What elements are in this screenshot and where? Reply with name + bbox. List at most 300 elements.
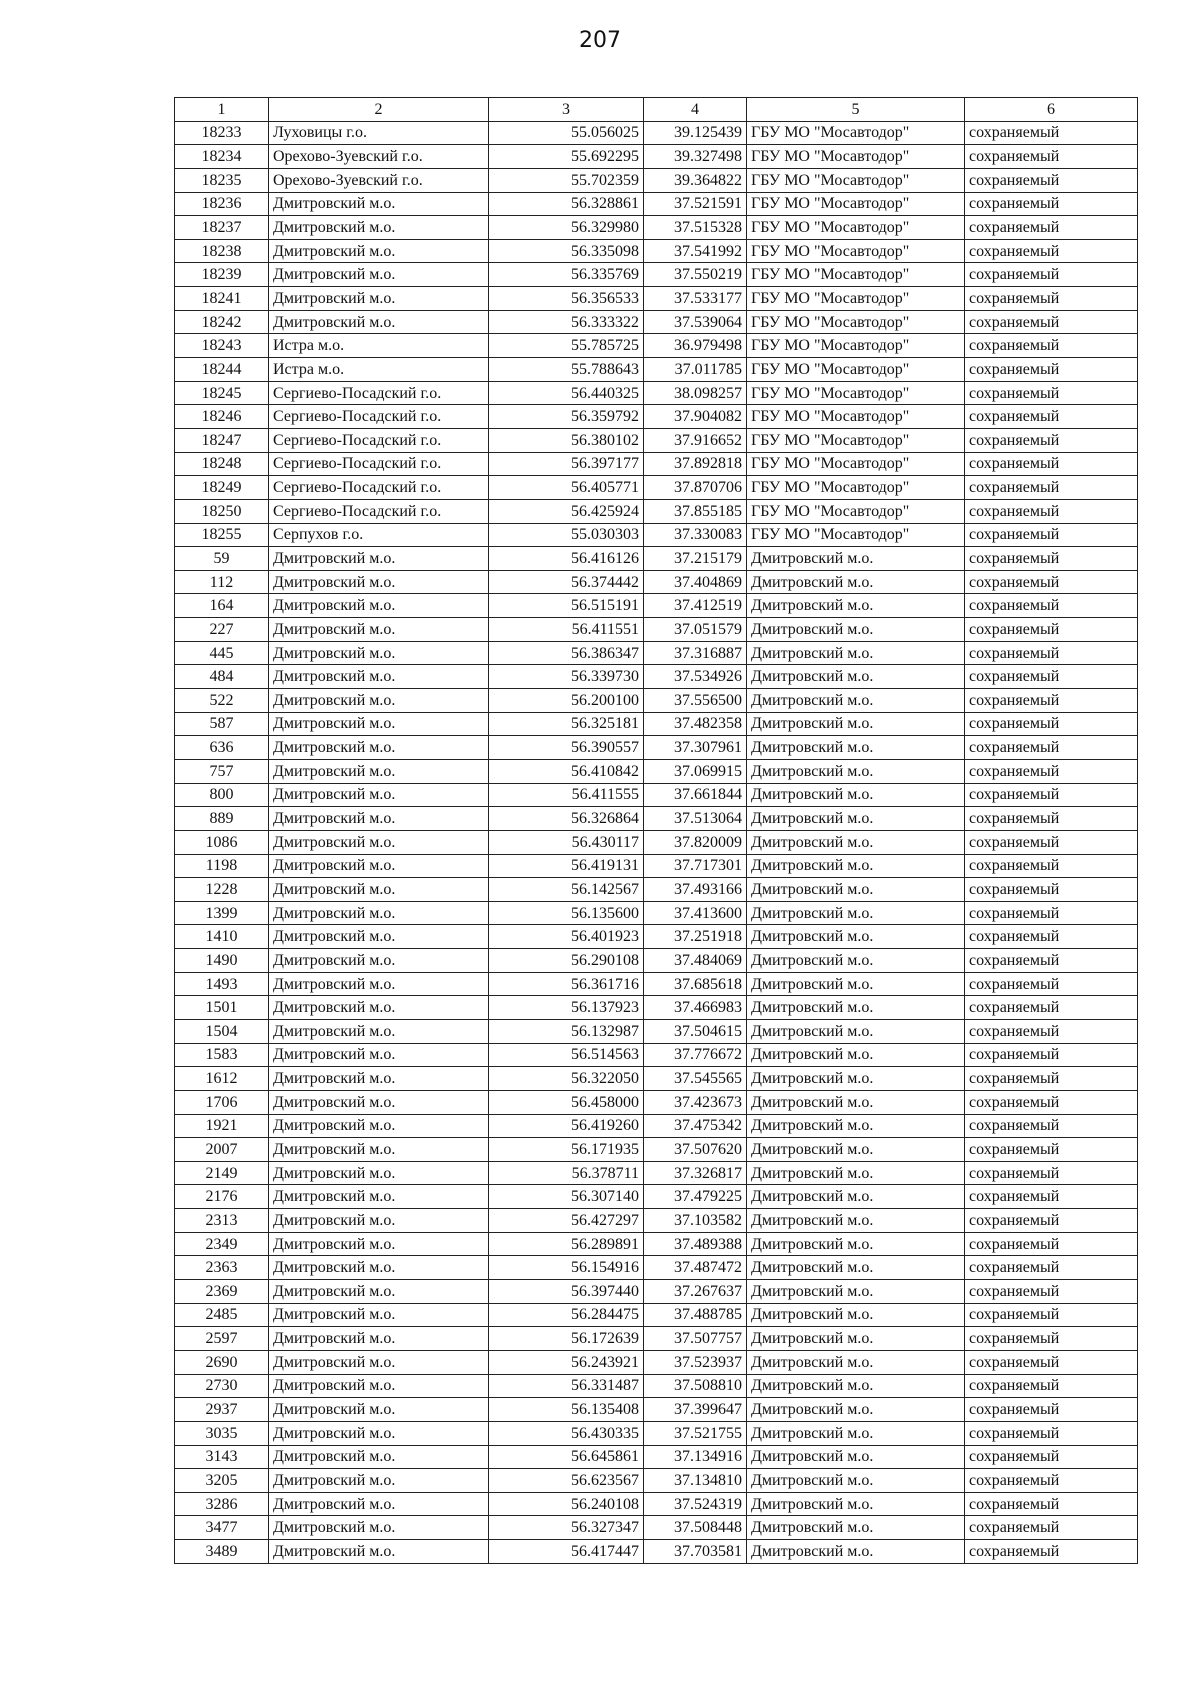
row-id-cell: 227 bbox=[175, 618, 269, 642]
status-cell: сохраняемый bbox=[965, 1540, 1138, 1564]
status-cell: сохраняемый bbox=[965, 949, 1138, 973]
latitude-cell: 56.240108 bbox=[489, 1492, 644, 1516]
longitude-cell: 37.488785 bbox=[644, 1303, 747, 1327]
status-cell: сохраняемый bbox=[965, 476, 1138, 500]
district-cell: Дмитровский м.о. bbox=[269, 594, 489, 618]
longitude-cell: 37.423673 bbox=[644, 1090, 747, 1114]
district-cell: Дмитровский м.о. bbox=[269, 1280, 489, 1304]
owner-cell: Дмитровский м.о. bbox=[747, 1019, 965, 1043]
longitude-cell: 38.098257 bbox=[644, 381, 747, 405]
latitude-cell: 56.374442 bbox=[489, 570, 644, 594]
owner-cell: Дмитровский м.о. bbox=[747, 1185, 965, 1209]
row-id-cell: 18250 bbox=[175, 499, 269, 523]
district-cell: Дмитровский м.о. bbox=[269, 1232, 489, 1256]
owner-cell: Дмитровский м.о. bbox=[747, 1516, 965, 1540]
status-cell: сохраняемый bbox=[965, 1303, 1138, 1327]
row-id-cell: 18249 bbox=[175, 476, 269, 500]
owner-cell: Дмитровский м.о. bbox=[747, 878, 965, 902]
table-row bbox=[175, 310, 1138, 334]
row-id-cell: 18236 bbox=[175, 192, 269, 216]
status-cell: сохраняемый bbox=[965, 428, 1138, 452]
table-row bbox=[175, 1540, 1138, 1564]
row-id-cell: 2007 bbox=[175, 1138, 269, 1162]
row-id-cell: 1504 bbox=[175, 1019, 269, 1043]
table-row bbox=[175, 1303, 1138, 1327]
latitude-cell: 56.419131 bbox=[489, 854, 644, 878]
row-id-cell: 1706 bbox=[175, 1090, 269, 1114]
table-row bbox=[175, 618, 1138, 642]
longitude-cell: 37.524319 bbox=[644, 1492, 747, 1516]
latitude-cell: 56.458000 bbox=[489, 1090, 644, 1114]
longitude-cell: 37.508448 bbox=[644, 1516, 747, 1540]
longitude-cell: 37.493166 bbox=[644, 878, 747, 902]
latitude-cell: 56.417447 bbox=[489, 1540, 644, 1564]
district-cell: Дмитровский м.о. bbox=[269, 1303, 489, 1327]
row-id-cell: 18247 bbox=[175, 428, 269, 452]
owner-cell: ГБУ МО "Мосавтодор" bbox=[747, 216, 965, 240]
district-cell: Сергиево-Посадский г.о. bbox=[269, 499, 489, 523]
row-id-cell: 18237 bbox=[175, 216, 269, 240]
owner-cell: Дмитровский м.о. bbox=[747, 783, 965, 807]
status-cell: сохраняемый bbox=[965, 736, 1138, 760]
row-id-cell: 757 bbox=[175, 759, 269, 783]
table-row bbox=[175, 901, 1138, 925]
row-id-cell: 1501 bbox=[175, 996, 269, 1020]
longitude-cell: 37.475342 bbox=[644, 1114, 747, 1138]
owner-cell: Дмитровский м.о. bbox=[747, 1043, 965, 1067]
latitude-cell: 56.132987 bbox=[489, 1019, 644, 1043]
latitude-cell: 55.056025 bbox=[489, 121, 644, 145]
table-row bbox=[175, 878, 1138, 902]
status-cell: сохраняемый bbox=[965, 523, 1138, 547]
status-cell: сохраняемый bbox=[965, 807, 1138, 831]
table-row bbox=[175, 949, 1138, 973]
table-row bbox=[175, 736, 1138, 760]
status-cell: сохраняемый bbox=[965, 618, 1138, 642]
row-id-cell: 18235 bbox=[175, 168, 269, 192]
owner-cell: Дмитровский м.о. bbox=[747, 1492, 965, 1516]
status-cell: сохраняемый bbox=[965, 712, 1138, 736]
row-id-cell: 636 bbox=[175, 736, 269, 760]
table-row bbox=[175, 1327, 1138, 1351]
table-row bbox=[175, 192, 1138, 216]
table-row bbox=[175, 665, 1138, 689]
owner-cell: Дмитровский м.о. bbox=[747, 759, 965, 783]
owner-cell: ГБУ МО "Мосавтодор" bbox=[747, 452, 965, 476]
owner-cell: Дмитровский м.о. bbox=[747, 949, 965, 973]
table-row bbox=[175, 854, 1138, 878]
longitude-cell: 37.412519 bbox=[644, 594, 747, 618]
owner-cell: Дмитровский м.о. bbox=[747, 1540, 965, 1564]
table-row bbox=[175, 830, 1138, 854]
table-row bbox=[175, 1067, 1138, 1091]
table-row bbox=[175, 1469, 1138, 1493]
district-cell: Дмитровский м.о. bbox=[269, 287, 489, 311]
table-row bbox=[175, 216, 1138, 240]
owner-cell: ГБУ МО "Мосавтодор" bbox=[747, 358, 965, 382]
owner-cell: Дмитровский м.о. bbox=[747, 1350, 965, 1374]
status-cell: сохраняемый bbox=[965, 452, 1138, 476]
owner-cell: ГБУ МО "Мосавтодор" bbox=[747, 145, 965, 169]
latitude-cell: 56.416126 bbox=[489, 547, 644, 571]
owner-cell: ГБУ МО "Мосавтодор" bbox=[747, 499, 965, 523]
row-id-cell: 2369 bbox=[175, 1280, 269, 1304]
status-cell: сохраняемый bbox=[965, 1019, 1138, 1043]
district-cell: Дмитровский м.о. bbox=[269, 1421, 489, 1445]
longitude-cell: 37.545565 bbox=[644, 1067, 747, 1091]
owner-cell: ГБУ МО "Мосавтодор" bbox=[747, 310, 965, 334]
table-row bbox=[175, 1280, 1138, 1304]
owner-cell: ГБУ МО "Мосавтодор" bbox=[747, 523, 965, 547]
owner-cell: Дмитровский м.о. bbox=[747, 1232, 965, 1256]
owner-cell: Дмитровский м.о. bbox=[747, 1303, 965, 1327]
row-id-cell: 18246 bbox=[175, 405, 269, 429]
district-cell: Дмитровский м.о. bbox=[269, 216, 489, 240]
owner-cell: Дмитровский м.о. bbox=[747, 594, 965, 618]
district-cell: Истра м.о. bbox=[269, 334, 489, 358]
registry-table bbox=[174, 97, 1138, 1564]
row-id-cell: 1493 bbox=[175, 972, 269, 996]
district-cell: Дмитровский м.о. bbox=[269, 1398, 489, 1422]
owner-cell: Дмитровский м.о. bbox=[747, 1256, 965, 1280]
longitude-cell: 37.870706 bbox=[644, 476, 747, 500]
status-cell: сохраняемый bbox=[965, 310, 1138, 334]
district-cell: Дмитровский м.о. bbox=[269, 1114, 489, 1138]
district-cell: Дмитровский м.о. bbox=[269, 783, 489, 807]
owner-cell: Дмитровский м.о. bbox=[747, 689, 965, 713]
longitude-cell: 37.466983 bbox=[644, 996, 747, 1020]
longitude-cell: 37.523937 bbox=[644, 1350, 747, 1374]
row-id-cell: 164 bbox=[175, 594, 269, 618]
latitude-cell: 56.327347 bbox=[489, 1516, 644, 1540]
status-cell: сохраняемый bbox=[965, 499, 1138, 523]
longitude-cell: 39.364822 bbox=[644, 168, 747, 192]
owner-cell: Дмитровский м.о. bbox=[747, 1469, 965, 1493]
row-id-cell: 2149 bbox=[175, 1161, 269, 1185]
owner-cell: Дмитровский м.о. bbox=[747, 1374, 965, 1398]
longitude-cell: 37.404869 bbox=[644, 570, 747, 594]
longitude-cell: 39.327498 bbox=[644, 145, 747, 169]
row-id-cell: 2690 bbox=[175, 1350, 269, 1374]
owner-cell: ГБУ МО "Мосавтодор" bbox=[747, 192, 965, 216]
latitude-cell: 56.386347 bbox=[489, 641, 644, 665]
table-header-row bbox=[175, 98, 1138, 122]
longitude-cell: 37.267637 bbox=[644, 1280, 747, 1304]
owner-cell: Дмитровский м.о. bbox=[747, 972, 965, 996]
table-row bbox=[175, 783, 1138, 807]
longitude-cell: 37.489388 bbox=[644, 1232, 747, 1256]
table-row bbox=[175, 428, 1138, 452]
district-cell: Дмитровский м.о. bbox=[269, 618, 489, 642]
latitude-cell: 56.325181 bbox=[489, 712, 644, 736]
owner-cell: Дмитровский м.о. bbox=[747, 641, 965, 665]
status-cell: сохраняемый bbox=[965, 239, 1138, 263]
longitude-cell: 37.479225 bbox=[644, 1185, 747, 1209]
table-row bbox=[175, 972, 1138, 996]
owner-cell: ГБУ МО "Мосавтодор" bbox=[747, 121, 965, 145]
district-cell: Серпухов г.о. bbox=[269, 523, 489, 547]
latitude-cell: 56.427297 bbox=[489, 1209, 644, 1233]
owner-cell: ГБУ МО "Мосавтодор" bbox=[747, 287, 965, 311]
row-id-cell: 1490 bbox=[175, 949, 269, 973]
row-id-cell: 2176 bbox=[175, 1185, 269, 1209]
row-id-cell: 3205 bbox=[175, 1469, 269, 1493]
longitude-cell: 37.484069 bbox=[644, 949, 747, 973]
table-row bbox=[175, 239, 1138, 263]
longitude-cell: 37.513064 bbox=[644, 807, 747, 831]
latitude-cell: 56.378711 bbox=[489, 1161, 644, 1185]
district-cell: Дмитровский м.о. bbox=[269, 239, 489, 263]
longitude-cell: 37.399647 bbox=[644, 1398, 747, 1422]
latitude-cell: 56.307140 bbox=[489, 1185, 644, 1209]
table-row bbox=[175, 641, 1138, 665]
district-cell: Дмитровский м.о. bbox=[269, 1185, 489, 1209]
latitude-cell: 56.284475 bbox=[489, 1303, 644, 1327]
status-cell: сохраняемый bbox=[965, 854, 1138, 878]
longitude-cell: 37.487472 bbox=[644, 1256, 747, 1280]
status-cell: сохраняемый bbox=[965, 1232, 1138, 1256]
status-cell: сохраняемый bbox=[965, 1350, 1138, 1374]
longitude-cell: 37.703581 bbox=[644, 1540, 747, 1564]
row-id-cell: 3477 bbox=[175, 1516, 269, 1540]
district-cell: Дмитровский м.о. bbox=[269, 310, 489, 334]
district-cell: Дмитровский м.о. bbox=[269, 665, 489, 689]
longitude-cell: 37.776672 bbox=[644, 1043, 747, 1067]
owner-cell: Дмитровский м.о. bbox=[747, 712, 965, 736]
latitude-cell: 56.243921 bbox=[489, 1350, 644, 1374]
status-cell: сохраняемый bbox=[965, 759, 1138, 783]
longitude-cell: 37.533177 bbox=[644, 287, 747, 311]
longitude-cell: 37.326817 bbox=[644, 1161, 747, 1185]
status-cell: сохраняемый bbox=[965, 1161, 1138, 1185]
latitude-cell: 56.405771 bbox=[489, 476, 644, 500]
district-cell: Сергиево-Посадский г.о. bbox=[269, 381, 489, 405]
table-row bbox=[175, 547, 1138, 571]
latitude-cell: 56.419260 bbox=[489, 1114, 644, 1138]
latitude-cell: 55.030303 bbox=[489, 523, 644, 547]
longitude-cell: 37.316887 bbox=[644, 641, 747, 665]
row-id-cell: 800 bbox=[175, 783, 269, 807]
latitude-cell: 56.645861 bbox=[489, 1445, 644, 1469]
district-cell: Дмитровский м.о. bbox=[269, 712, 489, 736]
status-cell: сохраняемый bbox=[965, 1185, 1138, 1209]
status-cell: сохраняемый bbox=[965, 641, 1138, 665]
status-cell: сохраняемый bbox=[965, 216, 1138, 240]
district-cell: Дмитровский м.о. bbox=[269, 1256, 489, 1280]
owner-cell: ГБУ МО "Мосавтодор" bbox=[747, 405, 965, 429]
status-cell: сохраняемый bbox=[965, 1280, 1138, 1304]
district-cell: Дмитровский м.о. bbox=[269, 1090, 489, 1114]
status-cell: сохраняемый bbox=[965, 901, 1138, 925]
latitude-cell: 56.514563 bbox=[489, 1043, 644, 1067]
status-cell: сохраняемый bbox=[965, 1327, 1138, 1351]
longitude-cell: 37.103582 bbox=[644, 1209, 747, 1233]
row-id-cell: 1410 bbox=[175, 925, 269, 949]
owner-cell: ГБУ МО "Мосавтодор" bbox=[747, 428, 965, 452]
status-cell: сохраняемый bbox=[965, 570, 1138, 594]
status-cell: сохраняемый bbox=[965, 878, 1138, 902]
status-cell: сохраняемый bbox=[965, 996, 1138, 1020]
column-header: 1 bbox=[175, 98, 269, 122]
status-cell: сохраняемый bbox=[965, 1492, 1138, 1516]
row-id-cell: 1612 bbox=[175, 1067, 269, 1091]
district-cell: Дмитровский м.о. bbox=[269, 1350, 489, 1374]
status-cell: сохраняемый bbox=[965, 287, 1138, 311]
owner-cell: Дмитровский м.о. bbox=[747, 1090, 965, 1114]
table-row bbox=[175, 1209, 1138, 1233]
owner-cell: Дмитровский м.о. bbox=[747, 1398, 965, 1422]
latitude-cell: 56.397440 bbox=[489, 1280, 644, 1304]
table-row bbox=[175, 499, 1138, 523]
status-cell: сохраняемый bbox=[965, 1256, 1138, 1280]
latitude-cell: 56.410842 bbox=[489, 759, 644, 783]
district-cell: Сергиево-Посадский г.о. bbox=[269, 476, 489, 500]
table-row bbox=[175, 759, 1138, 783]
page-number: 207 bbox=[579, 28, 621, 53]
status-cell: сохраняемый bbox=[965, 547, 1138, 571]
row-id-cell: 59 bbox=[175, 547, 269, 571]
latitude-cell: 56.515191 bbox=[489, 594, 644, 618]
row-id-cell: 3035 bbox=[175, 1421, 269, 1445]
table-row bbox=[175, 1516, 1138, 1540]
latitude-cell: 56.411555 bbox=[489, 783, 644, 807]
district-cell: Дмитровский м.о. bbox=[269, 1019, 489, 1043]
status-cell: сохраняемый bbox=[965, 263, 1138, 287]
district-cell: Дмитровский м.о. bbox=[269, 759, 489, 783]
table-row bbox=[175, 1161, 1138, 1185]
district-cell: Дмитровский м.о. bbox=[269, 1138, 489, 1162]
owner-cell: Дмитровский м.о. bbox=[747, 1209, 965, 1233]
longitude-cell: 37.892818 bbox=[644, 452, 747, 476]
latitude-cell: 56.335098 bbox=[489, 239, 644, 263]
latitude-cell: 56.359792 bbox=[489, 405, 644, 429]
table-row bbox=[175, 1492, 1138, 1516]
owner-cell: Дмитровский м.о. bbox=[747, 925, 965, 949]
column-header: 4 bbox=[644, 98, 747, 122]
row-id-cell: 18244 bbox=[175, 358, 269, 382]
row-id-cell: 1198 bbox=[175, 854, 269, 878]
latitude-cell: 56.331487 bbox=[489, 1374, 644, 1398]
district-cell: Сергиево-Посадский г.о. bbox=[269, 428, 489, 452]
status-cell: сохраняемый bbox=[965, 1469, 1138, 1493]
table-row bbox=[175, 1256, 1138, 1280]
table-row bbox=[175, 996, 1138, 1020]
longitude-cell: 37.521755 bbox=[644, 1421, 747, 1445]
row-id-cell: 3489 bbox=[175, 1540, 269, 1564]
district-cell: Истра м.о. bbox=[269, 358, 489, 382]
district-cell: Дмитровский м.о. bbox=[269, 570, 489, 594]
row-id-cell: 2937 bbox=[175, 1398, 269, 1422]
table-row bbox=[175, 1090, 1138, 1114]
latitude-cell: 56.339730 bbox=[489, 665, 644, 689]
district-cell: Дмитровский м.о. bbox=[269, 192, 489, 216]
owner-cell: Дмитровский м.о. bbox=[747, 1280, 965, 1304]
table-row bbox=[175, 594, 1138, 618]
row-id-cell: 112 bbox=[175, 570, 269, 594]
district-cell: Дмитровский м.о. bbox=[269, 830, 489, 854]
owner-cell: Дмитровский м.о. bbox=[747, 854, 965, 878]
table-row bbox=[175, 168, 1138, 192]
longitude-cell: 37.413600 bbox=[644, 901, 747, 925]
table-row bbox=[175, 287, 1138, 311]
latitude-cell: 56.430335 bbox=[489, 1421, 644, 1445]
district-cell: Дмитровский м.о. bbox=[269, 1161, 489, 1185]
row-id-cell: 2730 bbox=[175, 1374, 269, 1398]
longitude-cell: 37.855185 bbox=[644, 499, 747, 523]
owner-cell: Дмитровский м.о. bbox=[747, 830, 965, 854]
district-cell: Дмитровский м.о. bbox=[269, 1067, 489, 1091]
latitude-cell: 56.329980 bbox=[489, 216, 644, 240]
latitude-cell: 56.333322 bbox=[489, 310, 644, 334]
district-cell: Дмитровский м.о. bbox=[269, 641, 489, 665]
table-row bbox=[175, 1043, 1138, 1067]
longitude-cell: 37.916652 bbox=[644, 428, 747, 452]
owner-cell: Дмитровский м.о. bbox=[747, 570, 965, 594]
longitude-cell: 37.904082 bbox=[644, 405, 747, 429]
latitude-cell: 56.440325 bbox=[489, 381, 644, 405]
status-cell: сохраняемый bbox=[965, 1374, 1138, 1398]
longitude-cell: 37.685618 bbox=[644, 972, 747, 996]
district-cell: Дмитровский м.о. bbox=[269, 1209, 489, 1233]
district-cell: Дмитровский м.о. bbox=[269, 925, 489, 949]
status-cell: сохраняемый bbox=[965, 192, 1138, 216]
row-id-cell: 18245 bbox=[175, 381, 269, 405]
longitude-cell: 37.534926 bbox=[644, 665, 747, 689]
latitude-cell: 56.335769 bbox=[489, 263, 644, 287]
latitude-cell: 56.135600 bbox=[489, 901, 644, 925]
status-cell: сохраняемый bbox=[965, 689, 1138, 713]
status-cell: сохраняемый bbox=[965, 1398, 1138, 1422]
latitude-cell: 56.135408 bbox=[489, 1398, 644, 1422]
longitude-cell: 37.134916 bbox=[644, 1445, 747, 1469]
longitude-cell: 37.507620 bbox=[644, 1138, 747, 1162]
table-row bbox=[175, 570, 1138, 594]
status-cell: сохраняемый bbox=[965, 1209, 1138, 1233]
longitude-cell: 37.717301 bbox=[644, 854, 747, 878]
longitude-cell: 37.507757 bbox=[644, 1327, 747, 1351]
table-row bbox=[175, 121, 1138, 145]
row-id-cell: 18239 bbox=[175, 263, 269, 287]
status-cell: сохраняемый bbox=[965, 1114, 1138, 1138]
latitude-cell: 55.702359 bbox=[489, 168, 644, 192]
row-id-cell: 484 bbox=[175, 665, 269, 689]
latitude-cell: 56.411551 bbox=[489, 618, 644, 642]
latitude-cell: 56.142567 bbox=[489, 878, 644, 902]
longitude-cell: 37.661844 bbox=[644, 783, 747, 807]
status-cell: сохраняемый bbox=[965, 358, 1138, 382]
longitude-cell: 36.979498 bbox=[644, 334, 747, 358]
latitude-cell: 56.328861 bbox=[489, 192, 644, 216]
owner-cell: Дмитровский м.о. bbox=[747, 736, 965, 760]
district-cell: Дмитровский м.о. bbox=[269, 547, 489, 571]
district-cell: Дмитровский м.о. bbox=[269, 996, 489, 1020]
status-cell: сохраняемый bbox=[965, 1090, 1138, 1114]
status-cell: сохраняемый bbox=[965, 783, 1138, 807]
district-cell: Сергиево-Посадский г.о. bbox=[269, 405, 489, 429]
column-header: 3 bbox=[489, 98, 644, 122]
latitude-cell: 56.425924 bbox=[489, 499, 644, 523]
longitude-cell: 39.125439 bbox=[644, 121, 747, 145]
longitude-cell: 37.307961 bbox=[644, 736, 747, 760]
latitude-cell: 56.200100 bbox=[489, 689, 644, 713]
longitude-cell: 37.251918 bbox=[644, 925, 747, 949]
longitude-cell: 37.820009 bbox=[644, 830, 747, 854]
latitude-cell: 55.788643 bbox=[489, 358, 644, 382]
table-row bbox=[175, 358, 1138, 382]
row-id-cell: 18243 bbox=[175, 334, 269, 358]
owner-cell: ГБУ МО "Мосавтодор" bbox=[747, 476, 965, 500]
owner-cell: Дмитровский м.о. bbox=[747, 1445, 965, 1469]
